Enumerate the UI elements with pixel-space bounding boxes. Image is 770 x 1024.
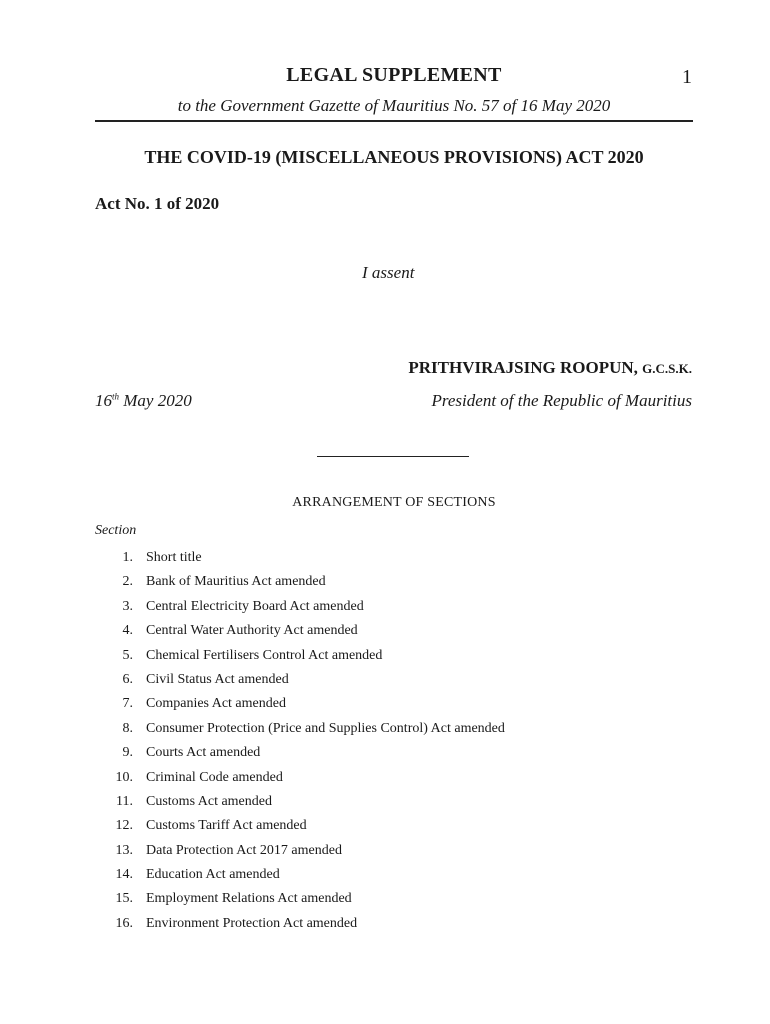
- page-number: 1: [682, 66, 692, 88]
- section-item: [95, 570, 505, 594]
- section-title: Environment Protection Act amended: [146, 915, 358, 931]
- section-number: 14.: [115, 867, 133, 883]
- section-number: 10.: [115, 769, 133, 785]
- section-title: Customs Tariff Act amended: [146, 818, 307, 834]
- section-divider: [317, 456, 469, 457]
- act-number: Act No. 1 of 2020: [95, 194, 220, 213]
- section-number: 15.: [115, 891, 133, 907]
- section-number: 5.: [122, 647, 133, 663]
- section-item: [95, 546, 505, 570]
- act-title: THE COVID-19 (MISCELLANEOUS PROVISIONS) ACT 2020: [144, 147, 644, 167]
- arrangement-heading: ARRANGEMENT OF SECTIONS: [292, 495, 496, 510]
- date-rest: May 2020: [123, 391, 192, 410]
- assent-text: I assent: [362, 263, 415, 282]
- section-number: 9.: [122, 745, 133, 761]
- section-title: Education Act amended: [146, 867, 280, 883]
- section-title: Courts Act amended: [146, 745, 261, 761]
- header-divider: [95, 120, 693, 122]
- signatory-honours: G.C.S.K.: [642, 361, 692, 376]
- assent-date: [95, 391, 192, 411]
- section-title: Bank of Mauritius Act amended: [146, 574, 326, 590]
- section-item: [95, 668, 505, 692]
- section-number: 16.: [115, 915, 133, 931]
- section-number: 3.: [122, 598, 133, 614]
- supplement-title: LEGAL SUPPLEMENT: [286, 64, 502, 86]
- section-number: 8.: [122, 720, 133, 736]
- section-title: Employment Relations Act amended: [146, 891, 352, 907]
- date-suffix: th: [112, 391, 120, 402]
- section-title: Civil Status Act amended: [146, 671, 289, 687]
- section-title: Chemical Fertilisers Control Act amended: [146, 647, 383, 663]
- section-number: 1.: [122, 550, 133, 565]
- gazette-subtitle: to the Government Gazette of Mauritius No. 57 of 16 May 2020: [177, 96, 611, 115]
- date-day: 16: [95, 391, 112, 410]
- section-item: [95, 863, 505, 887]
- section-item: [95, 790, 505, 814]
- section-number: 13.: [115, 842, 133, 858]
- section-item: [95, 814, 505, 838]
- section-item: [95, 912, 505, 936]
- signatory-office: President of the Republic of Mauritius: [431, 391, 692, 410]
- section-item: [95, 595, 505, 619]
- section-title: Central Electricity Board Act amended: [146, 598, 364, 614]
- section-item: [95, 741, 505, 765]
- section-number: 7.: [122, 696, 133, 712]
- section-title: Central Water Authority Act amended: [146, 623, 358, 639]
- section-item: [95, 619, 505, 643]
- signatory-name: PRITHVIRAJSING ROOPUN,: [408, 358, 638, 377]
- section-item: [95, 717, 505, 741]
- sections-list: [95, 546, 505, 936]
- section-item: [95, 766, 505, 790]
- section-number: 2.: [122, 574, 133, 590]
- section-title: Data Protection Act 2017 amended: [146, 842, 342, 858]
- section-item: [95, 839, 505, 863]
- section-title: Criminal Code amended: [146, 769, 283, 785]
- section-number: 12.: [115, 818, 133, 834]
- section-title: Customs Act amended: [146, 793, 272, 809]
- section-item: [95, 692, 505, 716]
- section-item: [95, 644, 505, 668]
- section-number: 4.: [122, 623, 133, 639]
- section-item: [95, 887, 505, 911]
- signatory: [408, 358, 692, 378]
- section-title: Companies Act amended: [146, 696, 286, 712]
- section-title: Consumer Protection (Price and Supplies Control) Act amended: [146, 720, 505, 736]
- section-number: 6.: [122, 671, 133, 687]
- section-column-label: Section: [95, 523, 137, 538]
- section-title: Short title: [146, 550, 202, 565]
- section-number: 11.: [116, 793, 133, 809]
